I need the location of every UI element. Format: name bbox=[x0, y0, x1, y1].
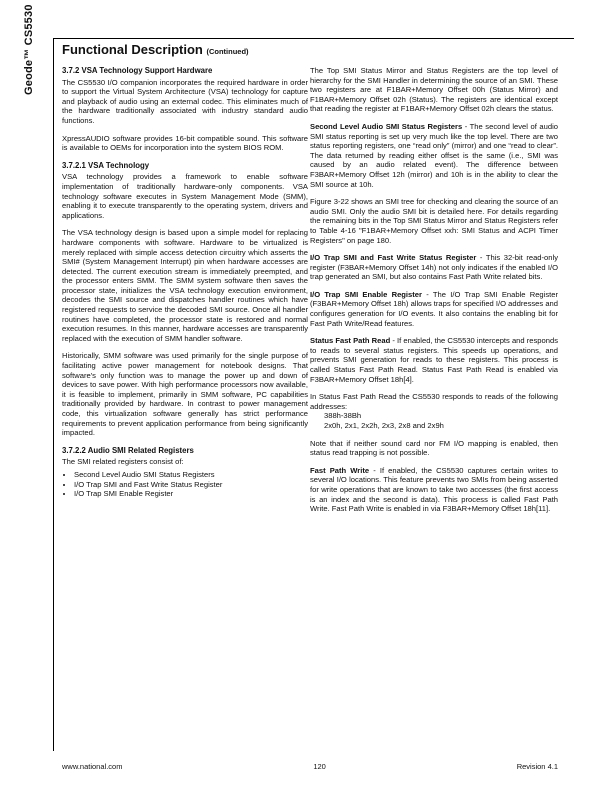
section-3-7-2-1-title: 3.7.2.1 VSA Technology bbox=[62, 160, 150, 170]
paragraph: Note that if neither sound card nor FM I/O mapping is enabled, then status read trapping is not possible. bbox=[310, 438, 558, 458]
section-3-7-2-2-title: 3.7.2.2 Audio SMI Related Registers bbox=[62, 445, 194, 455]
paragraph-lead: Status Fast Path Read bbox=[310, 336, 391, 346]
section-3-7-2-2-paragraph: The SMI related registers consist of: bbox=[62, 457, 184, 467]
paragraph: Figure 3-22 shows an SMI tree for checking and clearing the source of an audio SMI. Only the audio SMI bit is detailed here. For details regarding the remaining bits in the Top SMI Status Mirror and Status Registers refer to Table 4-16 "F1BAR+Memory Offset xxh: SMI Status and ACPI Timer Registers" on page 180. bbox=[310, 197, 558, 245]
paragraph-body: - The second level of audio SMI status reporting is set up very much like the top level. There are two status reporting registers, one “read only” (mirror) and one “read to clear”. The data returned by reading either offset is the same (i.e., SMI was caused by an audio related event). The difference between F3BAR+Memory Offset 12h (mirror) and 10h is in the ability to clear the SMI source at 10h. bbox=[310, 121, 558, 189]
list-item: • I/O Trap SMI and Fast Write Status Register bbox=[74, 480, 308, 490]
section-3-7-2-paragraph: The CS5530 I/O companion incorporates the required hardware in order to support the Virtual System Architecture (VSA) technology for capture and playback of audio using an external codec. This eliminates much of the hardware traditionally associated with industry standard audio functions. bbox=[62, 77, 308, 125]
paragraph-body: - The I/O Trap SMI Enable Register (F3BAR+Memory Offset 18h) allows traps for specified I/O addresses and configures generation for I/O events. It also contains the enabling bit for Fast Path Write/Read features. bbox=[310, 289, 558, 328]
page-number: 120 bbox=[313, 762, 326, 771]
register-list bbox=[62, 470, 308, 499]
address-line: 388h-38Bh bbox=[324, 411, 362, 421]
paragraph bbox=[310, 122, 558, 189]
paragraph bbox=[310, 290, 558, 328]
paragraph-body: - If enabled, the CS5530 intercepts and responds to reads to several status registers. This speeds up operations, and prevents SMI generation for reads to these registers. This process is called Status Fast Path Read. Status Fast Path Read is enabled via F3BAR+Memory Offset 18h[4]. bbox=[310, 336, 559, 384]
footer-website: www.national.com bbox=[62, 762, 123, 771]
address-line: 2x0h, 2x1, 2x2h, 2x3, 2x8 and 2x9h bbox=[324, 421, 444, 430]
paragraph bbox=[310, 466, 558, 514]
page-footer bbox=[62, 762, 558, 771]
revision-label: Revision 4.1 bbox=[516, 762, 558, 771]
heading-title: Functional Description bbox=[62, 42, 203, 57]
heading-continued: (Continued) bbox=[206, 47, 249, 56]
section-3-7-2-1-paragraph: The VSA technology design is based upon a simple model for replacing hardware components with software. Hardware to be virtualized is merely replaced with simple access detection circuitry which asserts the SMI# (System Management Interrupt) pin when hardware accesses are detected. The current execution stream is immediately preempted, and the processor enters SMM. The SMM system software then saves the processor state, initializes the VSA technology execution environment, decodes the SMI source and dispatches handler routines which have registered requests to service the decoded SMI source. Once all handler routines have completed, the processor state is restored and normal execution resumes. In this manner, hardware accesses are transparently replaced with the execution of SMM handler software. bbox=[62, 228, 308, 343]
section-3-7-2-1-paragraph: VSA technology provides a framework to enable software implementation of traditionally hardware-only components. VSA technology software executes in System Management Mode (SMM), enabling it to execute transparently to the operating system, drivers and applications. bbox=[62, 172, 308, 220]
paragraph-body: - If enabled, the CS5530 captures certain writes to several I/O locations. This feature prevents two SMIs from being asserted for write operations that are known to take two accesses (the first access is an index and the second is data). This process is called Fast Path Write. Fast Path Write is enabled in via F3BAR+Memory Offset 18h[11]. bbox=[310, 465, 559, 514]
list-item: • Second Level Audio SMI Status Registers bbox=[74, 470, 308, 480]
section-3-7-2-paragraph: XpressAUDIO software provides 16-bit compatible sound. This software is available to OEMs for incorporation into the system BIOS ROM. bbox=[62, 133, 308, 153]
paragraph: The Top SMI Status Mirror and Status Registers are the top level of hierarchy for the SMI Handler in determining the source of an SMI. These two registers are at F1BAR+Memory Offset 00h (Status Mirror) and F1BAR+Memory Offset 02h (Status). The registers are identical except that reading the register at F1BAR+Memory Offset 02h clears the status. bbox=[310, 66, 558, 114]
page-heading bbox=[62, 42, 249, 57]
paragraph: In Status Fast Path Read the CS5530 responds to reads of the following addresses: bbox=[310, 392, 558, 411]
side-title: Geode™ CS5530 bbox=[23, 4, 35, 95]
right-column bbox=[310, 66, 558, 522]
paragraph-lead: Second Level Audio SMI Status Registers bbox=[310, 121, 463, 131]
paragraph-lead: I/O Trap SMI Enable Register bbox=[310, 289, 422, 299]
left-column bbox=[62, 66, 308, 499]
section-3-7-2-title: 3.7.2 VSA Technology Support Hardware bbox=[62, 66, 213, 75]
paragraph bbox=[310, 253, 558, 282]
paragraph-lead: Fast Path Write bbox=[310, 465, 370, 475]
paragraph-lead: I/O Trap SMI and Fast Write Status Register bbox=[310, 253, 477, 263]
paragraph bbox=[310, 336, 558, 384]
list-item: • I/O Trap SMI Enable Register bbox=[74, 489, 308, 499]
section-3-7-2-1-paragraph: Historically, SMM software was used primarily for the single purpose of facilitating active power management for notebook designs. That software's only function was to manage the power up and down of devices to save power. With high performance processors now available, it is feasible to implement, primarily in SMM software, PC capabilities traditionally provided by hardware. In contrast to power management code, this virtualization software generally has strict performance requirements to prevent application performance from being significantly impacted. bbox=[62, 351, 308, 438]
paragraph-body: - This 32-bit read-only register (F3BAR+Memory Offset 14h) not only indicates if the enabled I/O trap generated an SMI, but also contains Fast Path Write related bits. bbox=[310, 253, 558, 282]
